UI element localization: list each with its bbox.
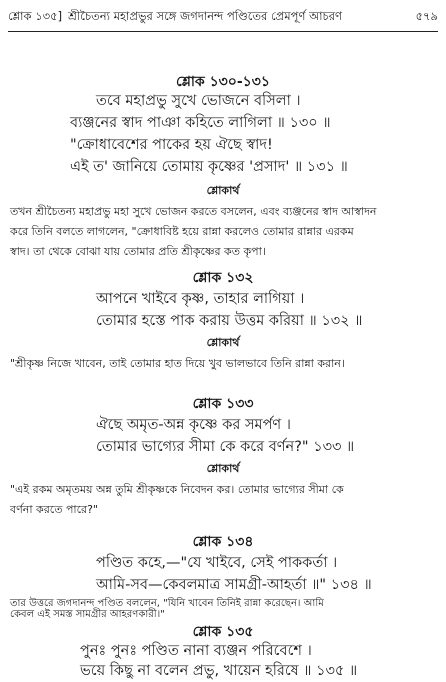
translation-text (10, 354, 436, 374)
translation-line: তখন শ্রীচৈতন্য মহাপ্রভু মহা সুখে ভোজন করতে বসলেন, এবং ব্যঞ্জনের স্বাদ আস্বাদন (10, 205, 377, 218)
verse-line: আমি-সব—কেবলমাত্র সামগ্রী-আহর্তা ॥" ১৩৪ ॥ (96, 577, 372, 593)
verse-line: ঐছে অমৃত-অন্ন কৃষ্ণে কর সমর্পণ । (96, 417, 291, 433)
translation-line: স্বাদ। তা থেকে বোঝা যায় তোমার প্রতি শ্রীকৃষ্ণের কত কৃপা। (10, 245, 266, 258)
verse-line: আপনে খাইবে কৃষ্ণ, তাহার লাগিয়া । (96, 291, 305, 307)
translation-line: কেবল এই সমস্ত সামগ্রীর আহরণকারী।" (10, 609, 165, 620)
translation-label: শ্লোকার্থ (206, 184, 240, 197)
running-header (8, 8, 438, 32)
verse-line: এই ত' জানিয়ে তোমায় কৃষ্ণের 'প্রসাদ' ॥ ১৩১ ॥ (70, 159, 348, 175)
translation-line: করে তিনি বলতে লাগলেন, "ক্রোধাবিষ্ট হয়ে রান্না করলেও তোমার রান্নার এরকম (10, 225, 354, 238)
verse-line: তোমার হস্তে পাক করায় উত্তম করিয়া ॥ ১৩২ ॥ (96, 313, 363, 329)
verse-line: তোমার ভাগ্যের সীমা কে করে বর্ণন?" ১৩৩ ॥ (96, 439, 355, 455)
verse-line: ব্যঞ্জনের স্বাদ পাঞা কহিতে লাগিলা ॥ ১৩০ ॥ (70, 115, 331, 131)
verse-line: তবে মহাপ্রভু সুখে ভোজনে বসিলা । (96, 93, 301, 109)
translation-text (10, 598, 436, 620)
translation-text (10, 480, 436, 520)
translation-line: বর্ণনা করতে পারে?" (10, 503, 98, 516)
header-verse-ref: শ্লোক ১৩৫] (8, 9, 63, 23)
translation-label: শ্লোকার্থ (206, 462, 240, 475)
verse-line: ভয়ে কিছু না বলেন প্রভু, খায়েন হরিষে ॥ ১৩৫ ॥ (80, 663, 358, 679)
header-left-group (8, 8, 342, 27)
verse-title-135: শ্লোক ১৩৫ (192, 624, 254, 640)
translation-line: "শ্রীকৃষ্ণ নিজে খাবেন, তাই তোমার হাত দিয়ে খুব ভালভাবে তিনি রান্না করান। (10, 357, 345, 370)
verse-title-134: শ্লোক ১৩৪ (192, 534, 254, 550)
translation-text (10, 202, 436, 262)
verse-title-133: শ্লোক ১৩৩ (192, 396, 254, 412)
translation-label: শ্লোকার্থ (206, 336, 240, 349)
verse-line: পণ্ডিত কহে,—"যে খাইবে, সেই পাককর্তা । (96, 555, 338, 571)
page-number: ৫৭৯ (415, 9, 438, 23)
verse-title-132: শ্লোক ১৩২ (192, 270, 254, 286)
translation-line: "এই রকম অমৃতময় অন্ন তুমি শ্রীকৃষ্ণকে নিবেদন কর। তোমার ভাগ্যের সীমা কে (10, 483, 344, 496)
verse-title-130-131: শ্লোক ১৩০-১৩১ (176, 74, 270, 90)
header-chapter-title: শ্রীচৈতন্য মহাপ্রভুর সঙ্গে জগদানন্দ পণ্ডিতের প্রেমপূর্ণ আচরণ (68, 9, 342, 23)
verse-line: পুনঃ পুনঃ পণ্ডিত নানা ব্যঞ্জন পরিবেশে । (80, 643, 312, 659)
verse-line: "ক্রোধাবেশের পাকের হয় ঐছে স্বাদ! (70, 137, 273, 153)
translation-line: তার উত্তরে জগদানন্দ পণ্ডিত বললেন, "যিনি খাবেন তিনিই রান্না করেছেন। আমি (10, 598, 324, 609)
